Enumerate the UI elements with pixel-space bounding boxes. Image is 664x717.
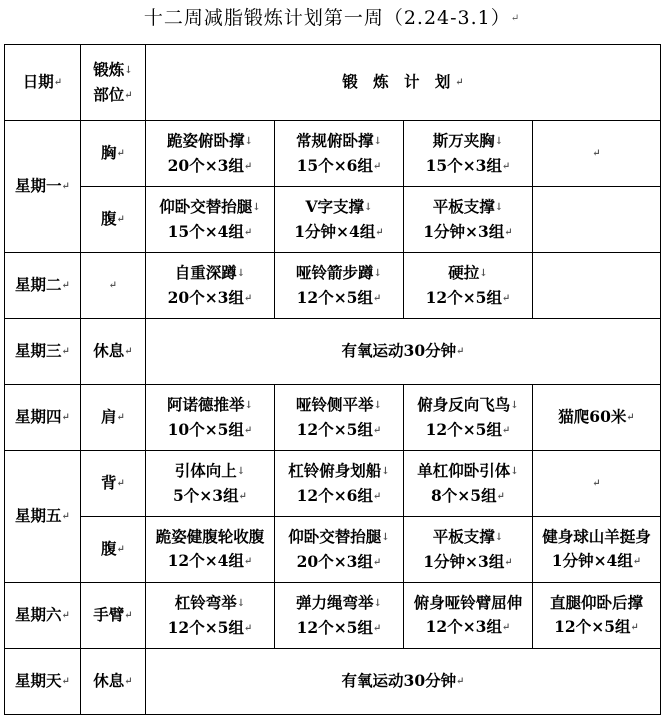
workout-plan-table bbox=[4, 44, 661, 715]
table-row bbox=[5, 121, 661, 187]
exercise-cell: V字支撑↓ 1分钟×4组↵ bbox=[275, 187, 404, 253]
exercise-cell: 杠铃弯举↓ 12个×5组↵ bbox=[146, 583, 275, 649]
exercise-cell: 仰卧交替抬腿↓ 15个×4组↵ bbox=[146, 187, 275, 253]
exercise-cell: 常规俯卧撑↓ 15个×6组↵ bbox=[275, 121, 404, 187]
exercise-cell: 哑铃箭步蹲↓ 12个×5组↵ bbox=[275, 253, 404, 319]
table-row bbox=[5, 451, 661, 517]
header-row bbox=[5, 45, 661, 121]
exercise-cell: 引体向上↓ 5个×3组↵ bbox=[146, 451, 275, 517]
empty-cell: ↵ bbox=[533, 121, 661, 187]
exercise-cell: 单杠仰卧引体↓ 8个×5组↵ bbox=[404, 451, 533, 517]
header-plan: 锻 炼 计 划↵ bbox=[146, 45, 661, 121]
empty-cell bbox=[533, 253, 661, 319]
exercise-cell: 俯身反向飞鸟↓ 12个×5组↵ bbox=[404, 385, 533, 451]
day-friday: 星期五↵ bbox=[5, 451, 81, 583]
part-cell: 腹↵ bbox=[81, 517, 146, 583]
cardio-cell: 有氧运动30分钟↵ bbox=[146, 649, 661, 715]
part-cell: 胸↵ bbox=[81, 121, 146, 187]
exercise-cell: 杠铃俯身划船↓ 12个×6组↵ bbox=[275, 451, 404, 517]
part-cell: 背↵ bbox=[81, 451, 146, 517]
part-cell: 腹↵ bbox=[81, 187, 146, 253]
exercise-cell: 斯万夹胸↓ 15个×3组↵ bbox=[404, 121, 533, 187]
part-cell: 休息↵ bbox=[81, 649, 146, 715]
exercise-cell: 俯身哑铃臂屈伸 12个×3组↵ bbox=[404, 583, 533, 649]
day-thursday: 星期四↵ bbox=[5, 385, 81, 451]
day-saturday: 星期六↵ bbox=[5, 583, 81, 649]
exercise-cell: 猫爬60米↵ bbox=[533, 385, 661, 451]
table-row bbox=[5, 187, 661, 253]
table-row bbox=[5, 517, 661, 583]
exercise-cell: 仰卧交替抬腿↓ 20个×3组↵ bbox=[275, 517, 404, 583]
table-row bbox=[5, 583, 661, 649]
table-row bbox=[5, 385, 661, 451]
exercise-cell: 直腿仰卧后撑 12个×5组↵ bbox=[533, 583, 661, 649]
page-title: 十二周减脂锻炼计划第一周（2.24-3.1）↵ bbox=[143, 7, 521, 29]
exercise-cell: 平板支撑↓ 1分钟×3组↵ bbox=[404, 187, 533, 253]
exercise-cell: 健身球山羊挺身 1分钟×4组↵ bbox=[533, 517, 661, 583]
day-tuesday: 星期二↵ bbox=[5, 253, 81, 319]
header-date: 日期↵ bbox=[5, 45, 81, 121]
header-part: 锻炼↓ 部位↵ bbox=[81, 45, 146, 121]
exercise-cell: 哑铃侧平举↓ 12个×5组↵ bbox=[275, 385, 404, 451]
exercise-cell: 跪姿俯卧撑↓ 20个×3组↵ bbox=[146, 121, 275, 187]
exercise-cell: 自重深蹲↓ 20个×3组↵ bbox=[146, 253, 275, 319]
day-sunday: 星期天↵ bbox=[5, 649, 81, 715]
exercise-cell: 跪姿健腹轮收腹 12个×4组↵ bbox=[146, 517, 275, 583]
day-wednesday: 星期三↵ bbox=[5, 319, 81, 385]
empty-cell bbox=[533, 187, 661, 253]
day-monday: 星期一↵ bbox=[5, 121, 81, 253]
table-row bbox=[5, 319, 661, 385]
exercise-cell: 阿诺德推举↓ 10个×5组↵ bbox=[146, 385, 275, 451]
part-cell: 肩↵ bbox=[81, 385, 146, 451]
empty-cell: ↵ bbox=[533, 451, 661, 517]
part-cell: 休息↵ bbox=[81, 319, 146, 385]
cardio-cell: 有氧运动30分钟↵ bbox=[146, 319, 661, 385]
exercise-cell: 弹力绳弯举↓ 12个×5组↵ bbox=[275, 583, 404, 649]
table-row bbox=[5, 649, 661, 715]
exercise-cell: 平板支撑↓ 1分钟×3组↵ bbox=[404, 517, 533, 583]
table-row bbox=[5, 253, 661, 319]
empty-part-cell: ↵ bbox=[81, 253, 146, 319]
exercise-cell: 硬拉↓ 12个×5组↵ bbox=[404, 253, 533, 319]
part-cell: 手臂↵ bbox=[81, 583, 146, 649]
